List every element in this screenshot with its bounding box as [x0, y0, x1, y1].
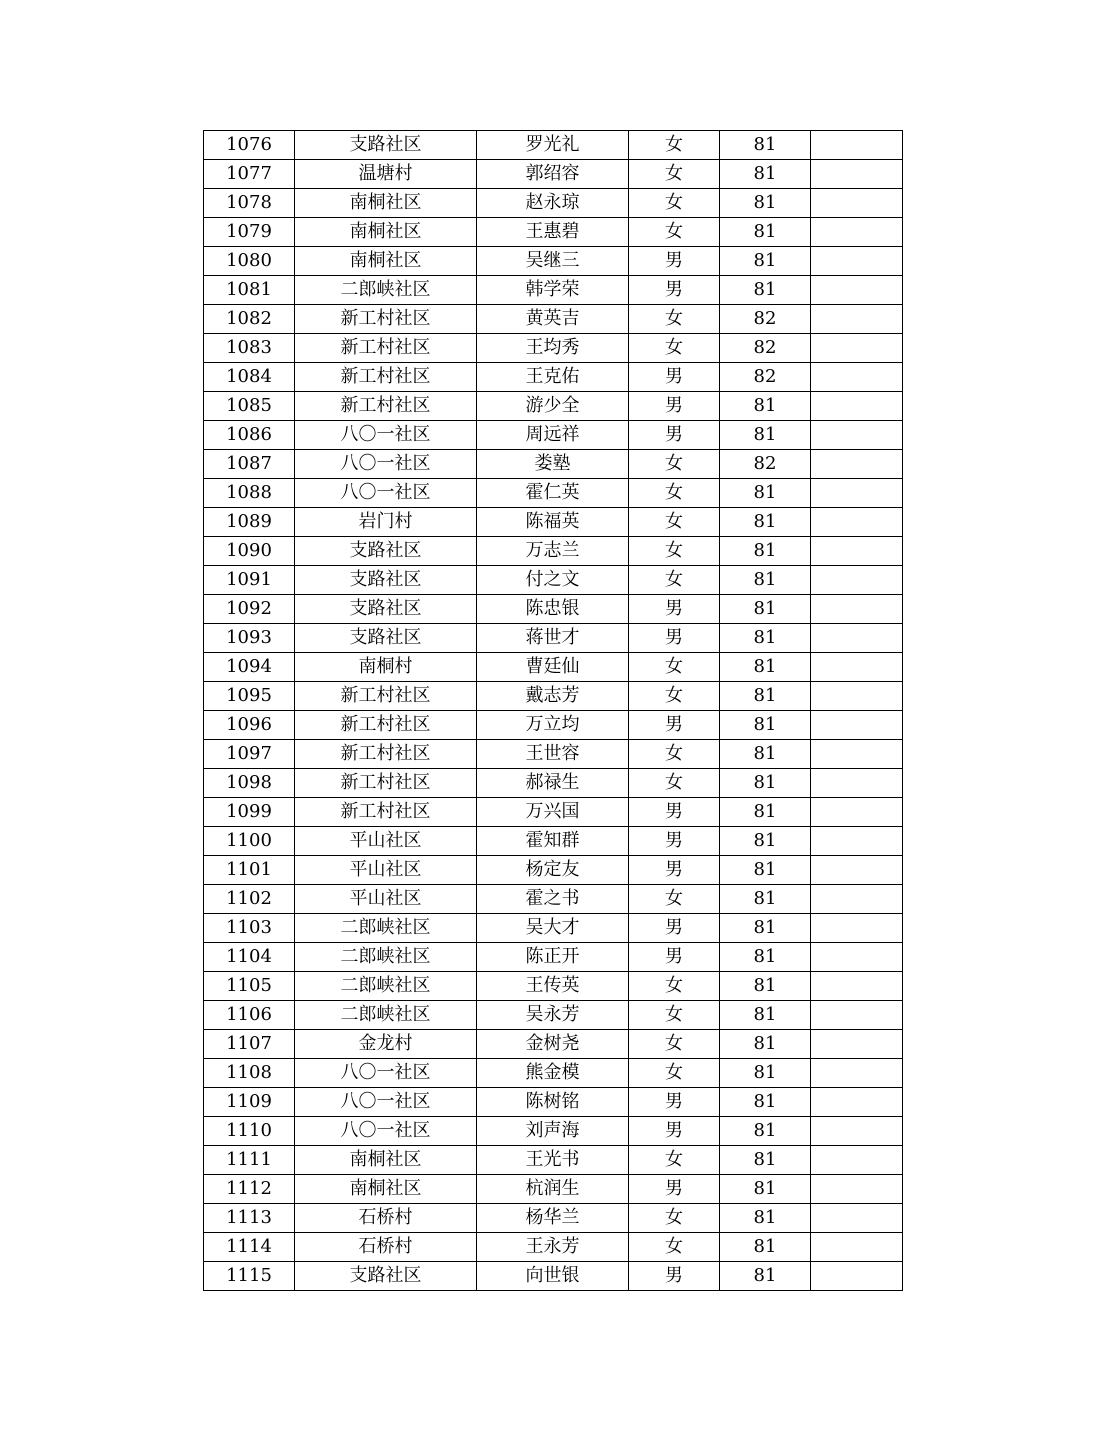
community-cell: 八〇一社区: [295, 421, 477, 450]
note-cell: [811, 1059, 903, 1088]
note-cell: [811, 276, 903, 305]
note-cell: [811, 885, 903, 914]
name-cell: 王均秀: [477, 334, 629, 363]
age-cell: 81: [720, 856, 811, 885]
sex-cell: 女: [629, 189, 720, 218]
sex-cell: 女: [629, 450, 720, 479]
age-cell: 81: [720, 1204, 811, 1233]
community-cell: 二郎峡社区: [295, 972, 477, 1001]
community-cell: 新工村社区: [295, 769, 477, 798]
name-cell: 付之文: [477, 566, 629, 595]
note-cell: [811, 769, 903, 798]
table-row: [204, 1233, 903, 1262]
row-number-cell: 1100: [204, 827, 295, 856]
age-cell: 81: [720, 479, 811, 508]
sex-cell: 女: [629, 1030, 720, 1059]
name-cell: 蒋世才: [477, 624, 629, 653]
community-cell: 支路社区: [295, 131, 477, 160]
age-cell: 81: [720, 740, 811, 769]
age-cell: 81: [720, 653, 811, 682]
sex-cell: 女: [629, 537, 720, 566]
table-row: [204, 914, 903, 943]
sex-cell: 女: [629, 740, 720, 769]
row-number-cell: 1096: [204, 711, 295, 740]
row-number-cell: 1108: [204, 1059, 295, 1088]
name-cell: 王光书: [477, 1146, 629, 1175]
row-number-cell: 1112: [204, 1175, 295, 1204]
sex-cell: 男: [629, 827, 720, 856]
note-cell: [811, 450, 903, 479]
table-row: [204, 769, 903, 798]
note-cell: [811, 479, 903, 508]
note-cell: [811, 856, 903, 885]
community-cell: 八〇一社区: [295, 1117, 477, 1146]
row-number-cell: 1093: [204, 624, 295, 653]
age-cell: 81: [720, 537, 811, 566]
note-cell: [811, 305, 903, 334]
community-cell: 八〇一社区: [295, 1059, 477, 1088]
sex-cell: 女: [629, 1146, 720, 1175]
name-cell: 罗光礼: [477, 131, 629, 160]
name-cell: 周远祥: [477, 421, 629, 450]
name-cell: 万立均: [477, 711, 629, 740]
row-number-cell: 1076: [204, 131, 295, 160]
age-cell: 81: [720, 247, 811, 276]
row-number-cell: 1092: [204, 595, 295, 624]
table-row: [204, 363, 903, 392]
community-cell: 二郎峡社区: [295, 276, 477, 305]
sex-cell: 女: [629, 479, 720, 508]
name-cell: 吴永芳: [477, 1001, 629, 1030]
row-number-cell: 1097: [204, 740, 295, 769]
row-number-cell: 1090: [204, 537, 295, 566]
name-cell: 万兴国: [477, 798, 629, 827]
sex-cell: 男: [629, 595, 720, 624]
row-number-cell: 1107: [204, 1030, 295, 1059]
age-cell: 81: [720, 276, 811, 305]
row-number-cell: 1109: [204, 1088, 295, 1117]
table-row: [204, 131, 903, 160]
note-cell: [811, 421, 903, 450]
note-cell: [811, 160, 903, 189]
row-number-cell: 1106: [204, 1001, 295, 1030]
note-cell: [811, 537, 903, 566]
community-cell: 南桐社区: [295, 247, 477, 276]
age-cell: 81: [720, 566, 811, 595]
sex-cell: 女: [629, 1001, 720, 1030]
sex-cell: 男: [629, 711, 720, 740]
sex-cell: 男: [629, 624, 720, 653]
sex-cell: 女: [629, 131, 720, 160]
sex-cell: 女: [629, 769, 720, 798]
name-cell: 霍仁英: [477, 479, 629, 508]
row-number-cell: 1082: [204, 305, 295, 334]
sex-cell: 男: [629, 1088, 720, 1117]
note-cell: [811, 363, 903, 392]
note-cell: [811, 943, 903, 972]
row-number-cell: 1088: [204, 479, 295, 508]
row-number-cell: 1095: [204, 682, 295, 711]
table-row: [204, 856, 903, 885]
roster-table: [203, 130, 903, 1291]
age-cell: 81: [720, 1262, 811, 1291]
name-cell: 霍知群: [477, 827, 629, 856]
table-row: [204, 566, 903, 595]
name-cell: 杨华兰: [477, 1204, 629, 1233]
age-cell: 81: [720, 943, 811, 972]
sex-cell: 女: [629, 972, 720, 1001]
age-cell: 81: [720, 218, 811, 247]
sex-cell: 男: [629, 914, 720, 943]
note-cell: [811, 334, 903, 363]
name-cell: 向世银: [477, 1262, 629, 1291]
community-cell: 南桐社区: [295, 1175, 477, 1204]
sex-cell: 女: [629, 218, 720, 247]
note-cell: [811, 1233, 903, 1262]
community-cell: 平山社区: [295, 885, 477, 914]
community-cell: 南桐社区: [295, 189, 477, 218]
community-cell: 新工村社区: [295, 392, 477, 421]
sex-cell: 女: [629, 566, 720, 595]
table-row: [204, 160, 903, 189]
note-cell: [811, 392, 903, 421]
community-cell: 平山社区: [295, 856, 477, 885]
age-cell: 81: [720, 1059, 811, 1088]
community-cell: 平山社区: [295, 827, 477, 856]
row-number-cell: 1086: [204, 421, 295, 450]
row-number-cell: 1115: [204, 1262, 295, 1291]
note-cell: [811, 566, 903, 595]
sex-cell: 男: [629, 421, 720, 450]
age-cell: 81: [720, 160, 811, 189]
name-cell: 郭绍容: [477, 160, 629, 189]
note-cell: [811, 1001, 903, 1030]
community-cell: 二郎峡社区: [295, 1001, 477, 1030]
note-cell: [811, 508, 903, 537]
community-cell: 新工村社区: [295, 334, 477, 363]
table-row: [204, 1146, 903, 1175]
age-cell: 82: [720, 305, 811, 334]
community-cell: 支路社区: [295, 537, 477, 566]
age-cell: 82: [720, 334, 811, 363]
row-number-cell: 1105: [204, 972, 295, 1001]
note-cell: [811, 218, 903, 247]
sex-cell: 女: [629, 885, 720, 914]
table-row: [204, 1175, 903, 1204]
table-row: [204, 1059, 903, 1088]
roster-table-body: [204, 131, 903, 1291]
community-cell: 岩门村: [295, 508, 477, 537]
row-number-cell: 1098: [204, 769, 295, 798]
age-cell: 81: [720, 421, 811, 450]
community-cell: 八〇一社区: [295, 450, 477, 479]
community-cell: 支路社区: [295, 566, 477, 595]
name-cell: 金树尧: [477, 1030, 629, 1059]
table-row: [204, 1204, 903, 1233]
sex-cell: 女: [629, 682, 720, 711]
name-cell: 郝禄生: [477, 769, 629, 798]
community-cell: 温塘村: [295, 160, 477, 189]
table-row: [204, 827, 903, 856]
community-cell: 支路社区: [295, 624, 477, 653]
name-cell: 吴大才: [477, 914, 629, 943]
note-cell: [811, 1146, 903, 1175]
table-row: [204, 1117, 903, 1146]
age-cell: 81: [720, 769, 811, 798]
name-cell: 曹廷仙: [477, 653, 629, 682]
note-cell: [811, 1262, 903, 1291]
table-row: [204, 740, 903, 769]
sex-cell: 女: [629, 1059, 720, 1088]
sex-cell: 女: [629, 1233, 720, 1262]
age-cell: 81: [720, 508, 811, 537]
sex-cell: 女: [629, 160, 720, 189]
age-cell: 81: [720, 1233, 811, 1262]
note-cell: [811, 189, 903, 218]
age-cell: 82: [720, 363, 811, 392]
row-number-cell: 1084: [204, 363, 295, 392]
row-number-cell: 1077: [204, 160, 295, 189]
sex-cell: 女: [629, 334, 720, 363]
note-cell: [811, 624, 903, 653]
age-cell: 81: [720, 711, 811, 740]
note-cell: [811, 972, 903, 1001]
age-cell: 81: [720, 1030, 811, 1059]
note-cell: [811, 682, 903, 711]
row-number-cell: 1089: [204, 508, 295, 537]
community-cell: 石桥村: [295, 1233, 477, 1262]
name-cell: 霍之书: [477, 885, 629, 914]
name-cell: 黄英吉: [477, 305, 629, 334]
sex-cell: 男: [629, 943, 720, 972]
note-cell: [811, 827, 903, 856]
name-cell: 戴志芳: [477, 682, 629, 711]
community-cell: 支路社区: [295, 595, 477, 624]
sex-cell: 男: [629, 1175, 720, 1204]
row-number-cell: 1087: [204, 450, 295, 479]
sex-cell: 男: [629, 276, 720, 305]
table-row: [204, 943, 903, 972]
table-row: [204, 305, 903, 334]
age-cell: 81: [720, 189, 811, 218]
age-cell: 81: [720, 392, 811, 421]
community-cell: 金龙村: [295, 1030, 477, 1059]
name-cell: 陈树铭: [477, 1088, 629, 1117]
community-cell: 二郎峡社区: [295, 914, 477, 943]
table-row: [204, 653, 903, 682]
sex-cell: 女: [629, 508, 720, 537]
table-row: [204, 798, 903, 827]
row-number-cell: 1110: [204, 1117, 295, 1146]
sex-cell: 男: [629, 392, 720, 421]
name-cell: 陈正开: [477, 943, 629, 972]
age-cell: 81: [720, 1001, 811, 1030]
age-cell: 81: [720, 1088, 811, 1117]
table-row: [204, 711, 903, 740]
row-number-cell: 1094: [204, 653, 295, 682]
age-cell: 82: [720, 450, 811, 479]
table-row: [204, 682, 903, 711]
name-cell: 游少全: [477, 392, 629, 421]
name-cell: 王世容: [477, 740, 629, 769]
table-row: [204, 479, 903, 508]
community-cell: 新工村社区: [295, 682, 477, 711]
table-row: [204, 624, 903, 653]
table-row: [204, 1088, 903, 1117]
note-cell: [811, 798, 903, 827]
community-cell: 新工村社区: [295, 798, 477, 827]
name-cell: 杨定友: [477, 856, 629, 885]
community-cell: 南桐社区: [295, 218, 477, 247]
table-row: [204, 421, 903, 450]
table-row: [204, 392, 903, 421]
table-row: [204, 1001, 903, 1030]
table-row: [204, 189, 903, 218]
name-cell: 娄塾: [477, 450, 629, 479]
sex-cell: 男: [629, 1117, 720, 1146]
sex-cell: 男: [629, 856, 720, 885]
name-cell: 韩学荣: [477, 276, 629, 305]
age-cell: 81: [720, 914, 811, 943]
name-cell: 熊金模: [477, 1059, 629, 1088]
community-cell: 支路社区: [295, 1262, 477, 1291]
table-row: [204, 334, 903, 363]
age-cell: 81: [720, 972, 811, 1001]
row-number-cell: 1083: [204, 334, 295, 363]
age-cell: 81: [720, 131, 811, 160]
community-cell: 石桥村: [295, 1204, 477, 1233]
row-number-cell: 1080: [204, 247, 295, 276]
row-number-cell: 1091: [204, 566, 295, 595]
table-row: [204, 972, 903, 1001]
community-cell: 新工村社区: [295, 305, 477, 334]
row-number-cell: 1079: [204, 218, 295, 247]
note-cell: [811, 1030, 903, 1059]
note-cell: [811, 653, 903, 682]
sex-cell: 女: [629, 1204, 720, 1233]
name-cell: 万志兰: [477, 537, 629, 566]
name-cell: 赵永琼: [477, 189, 629, 218]
name-cell: 陈福英: [477, 508, 629, 537]
table-row: [204, 595, 903, 624]
age-cell: 81: [720, 798, 811, 827]
table-row: [204, 537, 903, 566]
name-cell: 王惠碧: [477, 218, 629, 247]
name-cell: 王传英: [477, 972, 629, 1001]
row-number-cell: 1114: [204, 1233, 295, 1262]
note-cell: [811, 247, 903, 276]
note-cell: [811, 1117, 903, 1146]
community-cell: 新工村社区: [295, 740, 477, 769]
note-cell: [811, 1175, 903, 1204]
row-number-cell: 1081: [204, 276, 295, 305]
community-cell: 南桐村: [295, 653, 477, 682]
community-cell: 新工村社区: [295, 711, 477, 740]
community-cell: 南桐社区: [295, 1146, 477, 1175]
row-number-cell: 1103: [204, 914, 295, 943]
community-cell: 八〇一社区: [295, 1088, 477, 1117]
age-cell: 81: [720, 885, 811, 914]
note-cell: [811, 595, 903, 624]
table-row: [204, 1262, 903, 1291]
row-number-cell: 1101: [204, 856, 295, 885]
age-cell: 81: [720, 624, 811, 653]
table-row: [204, 508, 903, 537]
note-cell: [811, 740, 903, 769]
age-cell: 81: [720, 1117, 811, 1146]
sex-cell: 男: [629, 363, 720, 392]
sex-cell: 男: [629, 247, 720, 276]
age-cell: 81: [720, 1175, 811, 1204]
row-number-cell: 1078: [204, 189, 295, 218]
sex-cell: 女: [629, 653, 720, 682]
sex-cell: 男: [629, 798, 720, 827]
table-row: [204, 450, 903, 479]
name-cell: 吴继三: [477, 247, 629, 276]
note-cell: [811, 131, 903, 160]
community-cell: 八〇一社区: [295, 479, 477, 508]
name-cell: 王永芳: [477, 1233, 629, 1262]
table-row: [204, 1030, 903, 1059]
age-cell: 81: [720, 595, 811, 624]
table-row: [204, 218, 903, 247]
row-number-cell: 1099: [204, 798, 295, 827]
sex-cell: 男: [629, 1262, 720, 1291]
row-number-cell: 1104: [204, 943, 295, 972]
community-cell: 二郎峡社区: [295, 943, 477, 972]
age-cell: 81: [720, 682, 811, 711]
table-row: [204, 276, 903, 305]
age-cell: 81: [720, 1146, 811, 1175]
table-row: [204, 247, 903, 276]
sex-cell: 女: [629, 305, 720, 334]
row-number-cell: 1111: [204, 1146, 295, 1175]
age-cell: 81: [720, 827, 811, 856]
name-cell: 杭润生: [477, 1175, 629, 1204]
community-cell: 新工村社区: [295, 363, 477, 392]
note-cell: [811, 1204, 903, 1233]
table-row: [204, 885, 903, 914]
row-number-cell: 1102: [204, 885, 295, 914]
name-cell: 陈忠银: [477, 595, 629, 624]
name-cell: 王克佑: [477, 363, 629, 392]
note-cell: [811, 711, 903, 740]
note-cell: [811, 1088, 903, 1117]
note-cell: [811, 914, 903, 943]
row-number-cell: 1113: [204, 1204, 295, 1233]
name-cell: 刘声海: [477, 1117, 629, 1146]
row-number-cell: 1085: [204, 392, 295, 421]
